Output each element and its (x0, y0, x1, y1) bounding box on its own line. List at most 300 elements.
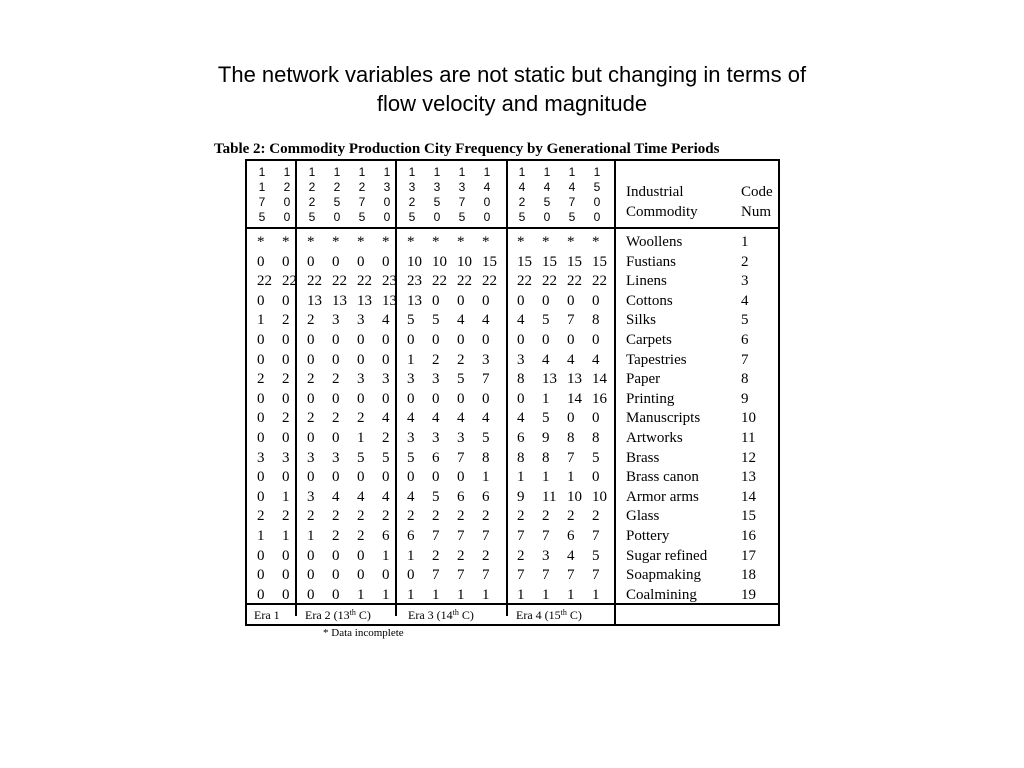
table-cell: 1 (257, 528, 265, 544)
table-cell: 4 (382, 488, 390, 505)
table-cell: 3 (257, 449, 265, 466)
table-cell: 0 (282, 292, 290, 309)
table-cell: 1 (382, 547, 390, 564)
commodity-name: Carpets (626, 332, 672, 348)
table-cell: 0 (482, 390, 490, 407)
table-cell: 8 (592, 430, 600, 446)
table-cell: 0 (307, 586, 315, 603)
commodity-name: Brass (626, 449, 660, 466)
table-cell: 0 (332, 547, 340, 564)
year-header: 1 1 7 5 (258, 165, 266, 224)
table-cell: 22 (432, 273, 447, 290)
table-cell: 7 (517, 567, 525, 584)
table-cell: 0 (257, 567, 265, 584)
column-divider (395, 161, 397, 616)
table-cell: 2 (332, 528, 340, 544)
table-cell: 0 (332, 332, 340, 348)
table-cell: 3 (357, 312, 365, 329)
table-cell: 0 (592, 292, 600, 309)
table-cell: 0 (282, 351, 290, 368)
table-cell: 2 (282, 371, 290, 388)
table-cell: 0 (307, 332, 315, 348)
table-cell: 13 (567, 371, 582, 388)
era-label: Era 1 (254, 608, 280, 622)
commodity-name: Tapestries (626, 351, 687, 368)
table-cell: 1 (482, 586, 490, 603)
table-cell: 0 (567, 292, 575, 309)
commodity-name: Paper (626, 371, 661, 388)
table-cell: 0 (307, 547, 315, 564)
table-cell: 22 (332, 273, 347, 290)
table-cell: 2 (457, 547, 465, 564)
table-cell: 5 (357, 449, 365, 466)
table-cell: 2 (567, 508, 575, 525)
commodity-name: Sugar refined (626, 547, 708, 564)
table-cell: 3 (382, 371, 390, 388)
table-cell: 4 (332, 488, 340, 505)
table-cell: 0 (282, 469, 290, 486)
table-footnote: * Data incomplete (323, 627, 404, 639)
table-cell: * (567, 234, 575, 250)
table-cell: * (482, 234, 490, 250)
table-cell: 0 (517, 390, 525, 407)
table-caption: Table 2: Commodity Production City Frequency by Generational Time Periods (214, 141, 720, 157)
table-cell: 0 (382, 469, 390, 486)
table-cell: 3 (332, 449, 340, 466)
table-cell: 1 (542, 586, 550, 603)
table-cell: 2 (432, 508, 440, 525)
table-cell: 14 (567, 390, 582, 407)
table-cell: 2 (357, 410, 365, 427)
table-cell: 2 (257, 371, 265, 388)
table-cell: 0 (282, 253, 290, 270)
table-cell: 0 (307, 351, 315, 368)
table-cell: 2 (307, 312, 315, 329)
commodity-code: 9 (741, 390, 749, 407)
header-divider (247, 227, 778, 229)
table-cell: 4 (457, 312, 465, 329)
table-cell: 4 (382, 312, 390, 329)
commodity-code: 13 (741, 469, 756, 486)
table-cell: 0 (382, 351, 390, 368)
table-cell: 5 (457, 371, 465, 388)
table-cell: 2 (307, 410, 315, 427)
table-cell: 2 (382, 430, 390, 446)
table-cell: 1 (357, 586, 365, 603)
table-cell: 5 (382, 449, 390, 466)
table-cell: 0 (382, 253, 390, 270)
table-cell: 13 (357, 292, 372, 309)
table-cell: 1 (542, 390, 550, 407)
table-cell: 7 (457, 567, 465, 584)
table-cell: 0 (542, 292, 550, 309)
table-cell: 22 (282, 273, 297, 290)
commodity-name: Armor arms (626, 488, 699, 505)
commodity-code: 11 (741, 430, 756, 446)
table-cell: 2 (282, 508, 290, 525)
table-cell: 3 (407, 430, 415, 446)
table-cell: 0 (482, 332, 490, 348)
table-cell: 6 (517, 430, 525, 446)
table-cell: * (257, 234, 265, 250)
table-cell: * (282, 234, 290, 250)
table-cell: 1 (432, 586, 440, 603)
table-cell: 1 (282, 528, 290, 544)
commodity-code: 17 (741, 547, 756, 564)
table-cell: 0 (407, 567, 415, 584)
commodity-name: Artworks (626, 430, 683, 446)
commodity-header-line2: Commodity (626, 204, 698, 220)
column-divider (295, 161, 297, 616)
table-cell: 7 (542, 528, 550, 544)
table-cell: 22 (542, 273, 557, 290)
table-cell: * (407, 234, 415, 250)
table-cell: 22 (482, 273, 497, 290)
table-cell: 0 (432, 469, 440, 486)
table-cell: 4 (407, 410, 415, 427)
table-cell: 15 (542, 253, 557, 270)
commodity-name: Coalmining (626, 586, 697, 603)
table-cell: 1 (567, 586, 575, 603)
year-header: 1 4 2 5 (518, 165, 526, 224)
table-cell: 4 (482, 312, 490, 329)
commodity-name: Soapmaking (626, 567, 701, 584)
table-cell: 8 (542, 449, 550, 466)
table-cell: 7 (592, 528, 600, 544)
table-cell: 15 (517, 253, 532, 270)
table-cell: 8 (517, 449, 525, 466)
table-cell: 0 (357, 547, 365, 564)
table-cell: * (357, 234, 365, 250)
table-cell: 4 (482, 410, 490, 427)
table-cell: 0 (567, 410, 575, 427)
table-cell: 0 (407, 469, 415, 486)
table-cell: 2 (457, 508, 465, 525)
table-cell: * (457, 234, 465, 250)
table-cell: * (307, 234, 315, 250)
year-header: 1 2 7 5 (358, 165, 366, 224)
table-cell: 3 (357, 371, 365, 388)
column-divider (614, 161, 616, 626)
table-cell: 3 (332, 312, 340, 329)
table-cell: 7 (592, 567, 600, 584)
table-cell: 2 (332, 371, 340, 388)
code-header-line2: Num (741, 204, 771, 220)
table-cell: 5 (592, 547, 600, 564)
table-cell: 1 (382, 586, 390, 603)
table-cell: 2 (592, 508, 600, 525)
table-cell: 0 (257, 469, 265, 486)
commodity-code: 14 (741, 488, 756, 505)
year-header: 1 4 0 0 (483, 165, 491, 224)
table-cell: 0 (257, 547, 265, 564)
column-divider (506, 161, 508, 616)
table-cell: 3 (307, 449, 315, 466)
table-cell: 1 (517, 469, 525, 486)
table-cell: 4 (517, 410, 525, 427)
table-cell: 3 (282, 449, 290, 466)
table-cell: 0 (457, 390, 465, 407)
table-cell: 0 (357, 351, 365, 368)
table-cell: 5 (407, 449, 415, 466)
year-header: 1 5 0 0 (593, 165, 601, 224)
table-cell: * (592, 234, 600, 250)
table-cell: 0 (382, 567, 390, 584)
table-cell: 2 (517, 508, 525, 525)
table-cell: 2 (307, 371, 315, 388)
table-cell: 0 (357, 567, 365, 584)
table-cell: 0 (357, 469, 365, 486)
table-cell: 0 (332, 586, 340, 603)
table-cell: 0 (407, 390, 415, 407)
table-cell: 15 (592, 253, 607, 270)
table-cell: 16 (592, 390, 607, 407)
table-cell: 4 (382, 410, 390, 427)
table-cell: * (517, 234, 525, 250)
commodity-code: 3 (741, 273, 749, 290)
table-cell: 2 (332, 410, 340, 427)
table-cell: 0 (282, 547, 290, 564)
commodity-name: Cottons (626, 292, 673, 309)
commodity-name: Printing (626, 390, 675, 407)
table-cell: 0 (282, 586, 290, 603)
table-cell: 0 (357, 332, 365, 348)
table-cell: 0 (592, 469, 600, 486)
table-cell: 7 (567, 567, 575, 584)
table-cell: 8 (567, 430, 575, 446)
commodity-code: 19 (741, 586, 756, 603)
table-cell: 7 (482, 371, 490, 388)
table-cell: 2 (257, 508, 265, 525)
table-cell: 6 (482, 488, 490, 505)
commodity-code: 4 (741, 292, 749, 309)
table-cell: 2 (357, 528, 365, 544)
table-cell: 23 (382, 273, 397, 290)
table-cell: 2 (382, 508, 390, 525)
table-cell: 4 (592, 351, 600, 368)
table-cell: 4 (432, 410, 440, 427)
table-cell: 0 (357, 253, 365, 270)
table-cell: 7 (542, 567, 550, 584)
table-cell: 3 (482, 351, 490, 368)
era-label: Era 2 (13th C) (305, 608, 371, 622)
commodity-name: Silks (626, 312, 657, 329)
commodity-name: Linens (626, 273, 667, 290)
commodity-name: Woollens (626, 234, 683, 250)
table-cell: 0 (432, 390, 440, 407)
table-cell: 6 (407, 528, 415, 544)
table-cell: 0 (282, 430, 290, 446)
table-cell: 0 (332, 351, 340, 368)
year-header: 1 3 0 0 (383, 165, 391, 224)
era-divider (247, 603, 778, 605)
table-cell: 1 (407, 586, 415, 603)
table-cell: 6 (382, 528, 390, 544)
table-cell: 2 (482, 547, 490, 564)
table-cell: 22 (357, 273, 372, 290)
era-label: Era 4 (15th C) (516, 608, 582, 622)
table-cell: 13 (307, 292, 322, 309)
table-cell: 0 (457, 469, 465, 486)
table-cell: 0 (257, 430, 265, 446)
table-cell: 1 (307, 528, 315, 544)
table-cell: 3 (542, 547, 550, 564)
table-cell: 0 (257, 292, 265, 309)
table-cell: 3 (432, 371, 440, 388)
table-cell: 9 (542, 430, 550, 446)
table-cell: 0 (257, 253, 265, 270)
table-cell: 8 (592, 312, 600, 329)
table-cell: 6 (567, 528, 575, 544)
table-cell: 13 (542, 371, 557, 388)
table-cell: 0 (257, 410, 265, 427)
table-cell: 0 (307, 430, 315, 446)
table-cell: 2 (457, 351, 465, 368)
commodity-code: 7 (741, 351, 749, 368)
code-header-line1: Code (741, 184, 773, 200)
table-cell: 1 (407, 351, 415, 368)
year-header: 1 4 5 0 (543, 165, 551, 224)
year-header: 1 2 5 0 (333, 165, 341, 224)
table-cell: 0 (592, 332, 600, 348)
table-cell: 0 (307, 567, 315, 584)
table-cell: 0 (257, 390, 265, 407)
table-cell: 5 (432, 488, 440, 505)
table-cell: 7 (567, 449, 575, 466)
table-cell: 7 (457, 528, 465, 544)
commodity-header-line1: Industrial (626, 184, 684, 200)
commodity-code: 15 (741, 508, 756, 525)
table-cell: 2 (542, 508, 550, 525)
table-cell: 1 (457, 586, 465, 603)
table-cell: 0 (282, 567, 290, 584)
table-cell: 4 (542, 351, 550, 368)
table-cell: 0 (517, 292, 525, 309)
slide-title: The network variables are not static but changing in terms of flow velocity and magnitude (217, 62, 807, 116)
year-header: 1 3 5 0 (433, 165, 441, 224)
table-cell: 4 (357, 488, 365, 505)
table-cell: 4 (517, 312, 525, 329)
table-cell: 0 (282, 332, 290, 348)
table-cell: 2 (332, 508, 340, 525)
table-cell: 7 (432, 528, 440, 544)
commodity-code: 1 (741, 234, 749, 250)
table-cell: 10 (407, 253, 422, 270)
table-cell: 0 (457, 332, 465, 348)
table-cell: 1 (257, 312, 265, 329)
table-cell: 0 (382, 390, 390, 407)
table-cell: 22 (457, 273, 472, 290)
table-cell: 0 (432, 292, 440, 309)
table-cell: 8 (517, 371, 525, 388)
table-cell: 5 (482, 430, 490, 446)
table-cell: 4 (567, 547, 575, 564)
commodity-code: 2 (741, 253, 749, 270)
table-cell: 4 (567, 351, 575, 368)
table-cell: 2 (432, 547, 440, 564)
table-cell: 2 (517, 547, 525, 564)
table-cell: 0 (592, 410, 600, 427)
table-cell: 2 (282, 410, 290, 427)
table-cell: 1 (567, 469, 575, 486)
table-cell: 1 (407, 547, 415, 564)
commodity-code: 5 (741, 312, 749, 329)
table-cell: 0 (307, 469, 315, 486)
table-cell: 1 (592, 586, 600, 603)
year-header: 1 3 2 5 (408, 165, 416, 224)
table-cell: 0 (332, 253, 340, 270)
table-cell: 5 (542, 410, 550, 427)
table-cell: 0 (407, 332, 415, 348)
table-cell: * (382, 234, 390, 250)
table-cell: 6 (432, 449, 440, 466)
table-cell: 1 (482, 469, 490, 486)
table-cell: 22 (517, 273, 532, 290)
table-cell: 0 (567, 332, 575, 348)
table-cell: 15 (567, 253, 582, 270)
table-cell: * (332, 234, 340, 250)
table-cell: 0 (517, 332, 525, 348)
table-cell: 0 (257, 332, 265, 348)
table-cell: 5 (432, 312, 440, 329)
table-cell: 13 (382, 292, 397, 309)
table-cell: 7 (482, 567, 490, 584)
table-cell: 3 (432, 430, 440, 446)
commodity-name: Pottery (626, 528, 670, 544)
table-cell: 5 (592, 449, 600, 466)
table-cell: 3 (517, 351, 525, 368)
table-cell: 1 (357, 430, 365, 446)
table-cell: 0 (332, 567, 340, 584)
table-cell: 4 (457, 410, 465, 427)
table-cell: 0 (257, 586, 265, 603)
table-cell: 5 (542, 312, 550, 329)
table-cell: 1 (542, 469, 550, 486)
table-cell: 22 (257, 273, 272, 290)
era-label: Era 3 (14th C) (408, 608, 474, 622)
commodity-code: 10 (741, 410, 756, 427)
year-header: 1 2 0 0 (283, 165, 291, 224)
table-cell: 2 (282, 312, 290, 329)
table-cell: 15 (482, 253, 497, 270)
table-cell: 7 (567, 312, 575, 329)
table-cell: 14 (592, 371, 607, 388)
commodity-name: Glass (626, 508, 660, 525)
table-cell: 23 (407, 273, 422, 290)
commodity-code: 18 (741, 567, 756, 584)
table-cell: 2 (407, 508, 415, 525)
table-cell: 2 (482, 508, 490, 525)
table-cell: 22 (567, 273, 582, 290)
table-cell: 7 (457, 449, 465, 466)
commodity-name: Brass canon (626, 469, 699, 486)
table-cell: 0 (282, 390, 290, 407)
commodity-code: 8 (741, 371, 749, 388)
table-cell: 1 (282, 488, 290, 505)
table-cell: 22 (592, 273, 607, 290)
commodity-name: Manuscripts (626, 410, 701, 427)
year-header: 1 4 7 5 (568, 165, 576, 224)
table-cell: 4 (407, 488, 415, 505)
table-cell: 10 (567, 488, 582, 505)
table-cell: 0 (332, 430, 340, 446)
year-header: 1 3 7 5 (458, 165, 466, 224)
commodity-code: 16 (741, 528, 756, 544)
table-cell: 6 (457, 488, 465, 505)
table-cell: 3 (407, 371, 415, 388)
table-cell: 0 (332, 469, 340, 486)
table-cell: 10 (457, 253, 472, 270)
